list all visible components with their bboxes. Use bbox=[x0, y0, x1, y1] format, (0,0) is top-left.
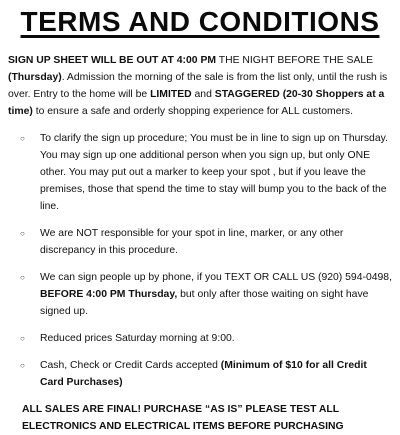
rule-minimum-text: (Minimum of $10 for all Credit Card Purchases) bbox=[40, 360, 367, 388]
final-sale-notice: ALL SALES ARE FINAL! PURCHASE “AS IS” PLEASE TEST ALL ELECTRONICS AND ELECTRICAL ITEMS BEFORE PURCHASING bbox=[22, 404, 344, 432]
page-title: TERMS AND CONDITIONS bbox=[20, 6, 380, 37]
and-text: and bbox=[191, 89, 215, 100]
rule-text: Reduced prices Saturday morning at 9:00. bbox=[40, 333, 235, 344]
admission-text: . Admission the morning of the sale is from the list only, until the rush is over. Entry to the home will be bbox=[8, 72, 388, 100]
staggered-text: STAGGERED (20-30 Shoppers at a time) bbox=[8, 89, 385, 117]
signup-day-text: (Thursday) bbox=[8, 72, 62, 83]
rules-list bbox=[8, 130, 392, 391]
circle-bullet-icon: ○ bbox=[20, 229, 25, 238]
limited-text: LIMITED bbox=[150, 89, 192, 100]
rule-deadline-text: BEFORE 4:00 PM Thursday, bbox=[40, 289, 178, 300]
rule-text: but only after those waiting on sight have signed up. bbox=[40, 289, 369, 317]
intro-paragraph bbox=[8, 52, 392, 120]
list-item bbox=[8, 130, 392, 215]
rule-text: We are NOT responsible for your spot in line, marker, or any other discrepancy in this procedure. bbox=[40, 228, 344, 256]
rule-text: To clarify the sign up procedure; You must be in line to sign up on Thursday. You may sign up one additional person when you sign up, but only ONE other. You may put out a marker to keep your spot , but if you leave the premises, those that spend the time to stay will bump you to the back of the line. bbox=[40, 133, 388, 212]
list-item bbox=[8, 357, 392, 391]
circle-bullet-icon: ○ bbox=[20, 361, 25, 370]
rule-text: Cash, Check or Credit Cards accepted bbox=[40, 360, 221, 371]
list-item bbox=[8, 330, 392, 347]
circle-bullet-icon: ○ bbox=[20, 273, 25, 282]
list-item bbox=[8, 269, 392, 320]
signup-rest-text: THE NIGHT BEFORE THE SALE bbox=[216, 55, 374, 66]
circle-bullet-icon: ○ bbox=[20, 334, 25, 343]
list-item bbox=[8, 225, 392, 259]
signup-time-text: SIGN UP SHEET WILL BE OUT AT 4:00 PM bbox=[8, 55, 217, 66]
circle-bullet-icon: ○ bbox=[20, 134, 25, 143]
rule-text: We can sign people up by phone, if you TEXT OR CALL US (920) 594-0498, bbox=[40, 272, 392, 283]
intro-end-text: to ensure a safe and orderly shopping experience for ALL customers. bbox=[32, 106, 354, 117]
